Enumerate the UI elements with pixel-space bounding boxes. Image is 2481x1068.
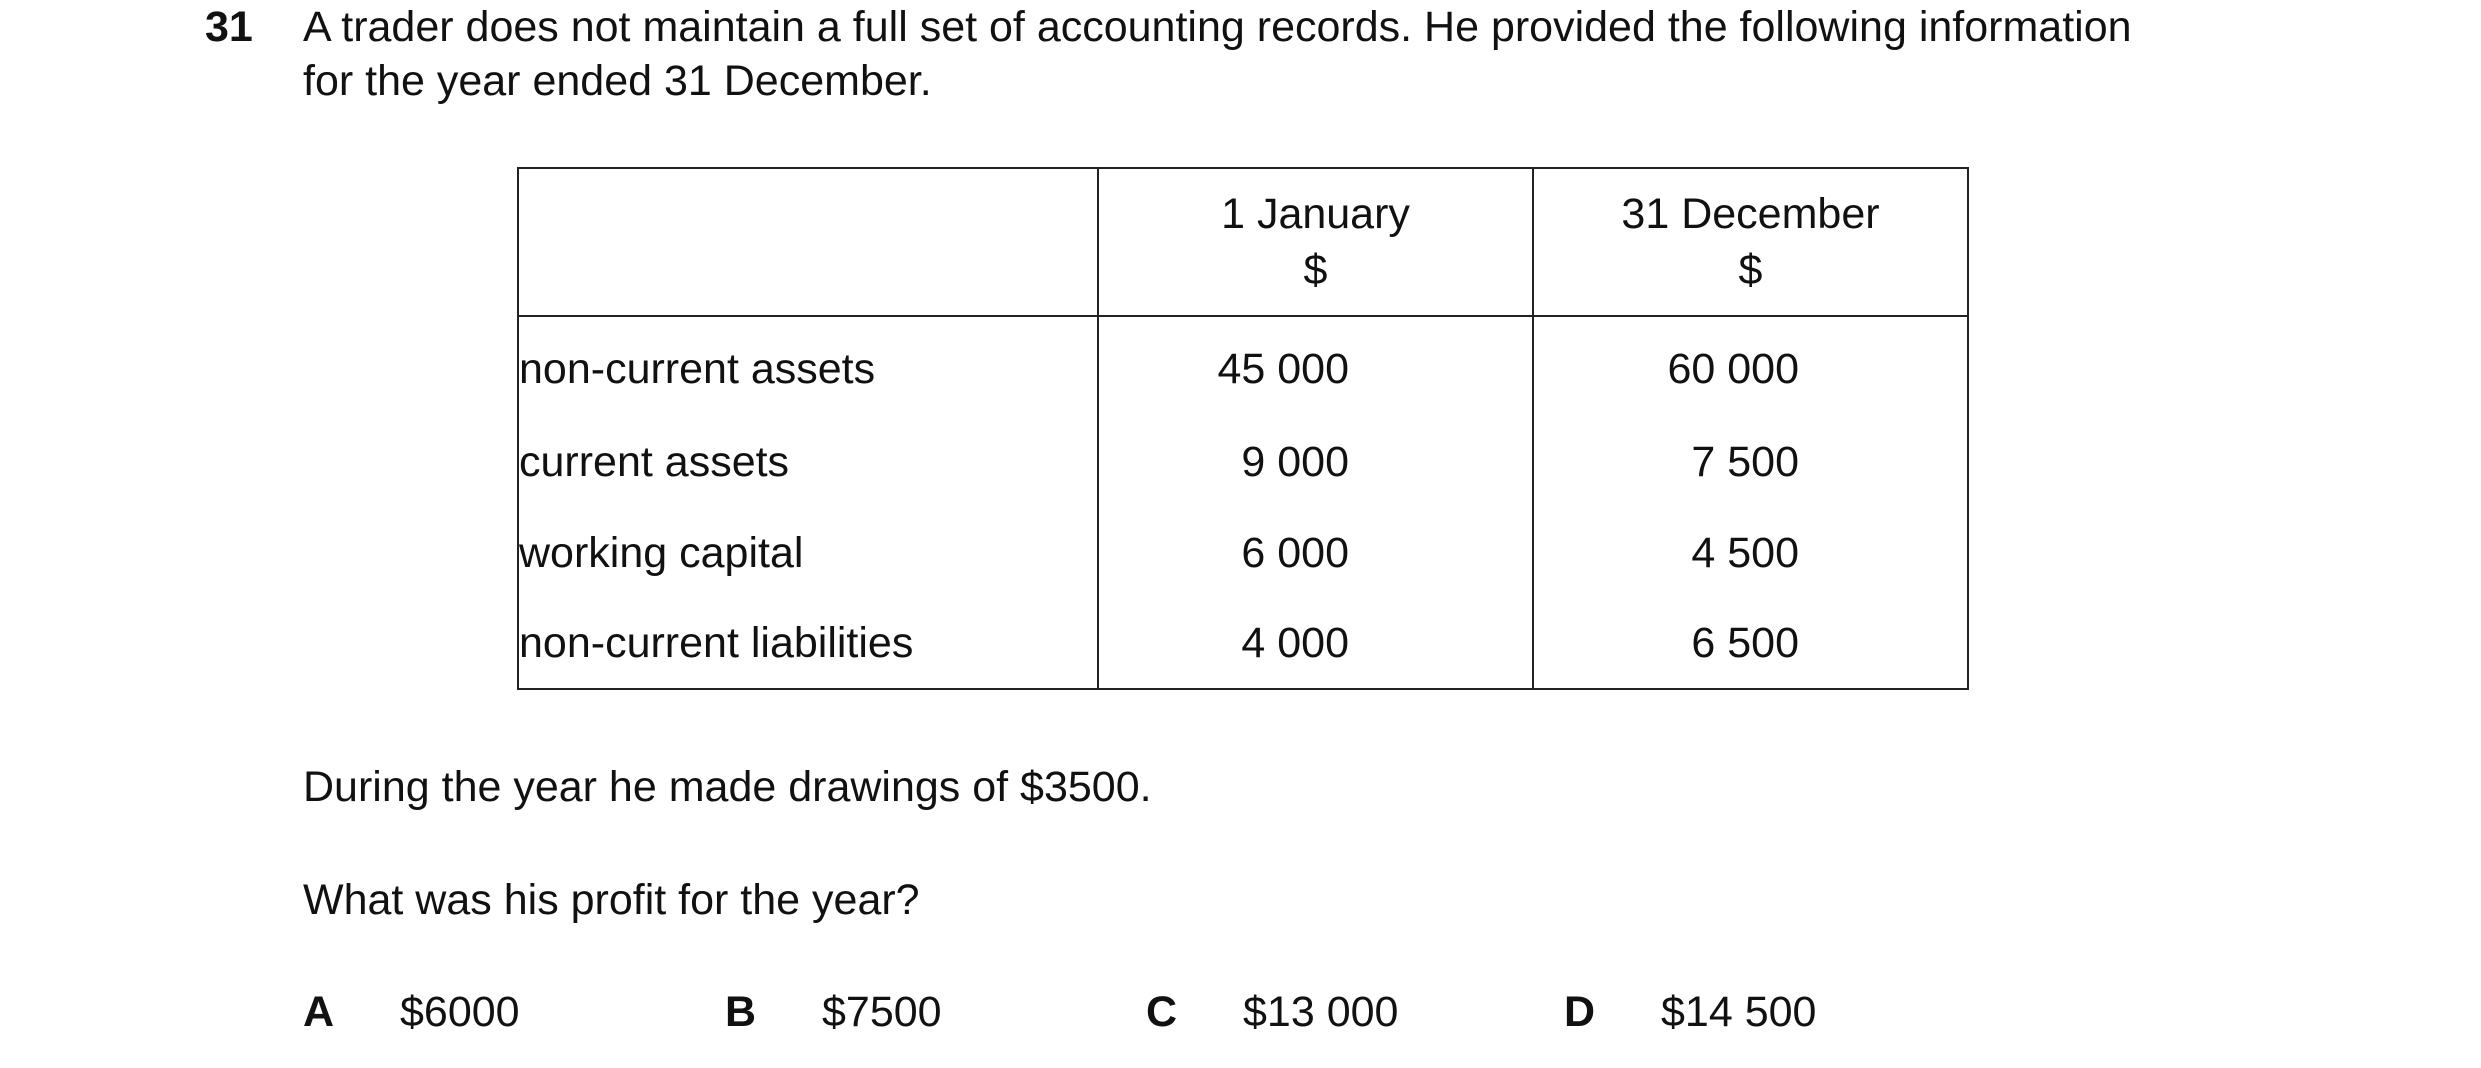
question-stem-line-1: A trader does not maintain a full set of accounting records. He provided the following information — [303, 3, 2132, 51]
table-row — [518, 417, 1968, 508]
drawings-statement: During the year he made drawings of $3500. — [303, 763, 1152, 811]
header-1-january — [1098, 168, 1533, 316]
table-row — [518, 316, 1968, 417]
option-b[interactable] — [725, 985, 942, 1039]
question-stem-line-2: for the year ended 31 December. — [303, 57, 932, 105]
option-c[interactable] — [1146, 985, 1398, 1039]
value-text: 45 000 — [1217, 344, 1349, 393]
row-value-dec — [1533, 316, 1968, 417]
row-label: non-current liabilities — [518, 599, 1098, 689]
row-value-jan — [1098, 417, 1533, 508]
row-label: current assets — [518, 417, 1098, 508]
value-text: 60 000 — [1667, 344, 1799, 393]
table-header-row — [518, 168, 1968, 316]
table-row — [518, 508, 1968, 599]
header-unit: $ — [1303, 246, 1328, 294]
question-prompt: What was his profit for the year? — [303, 876, 920, 924]
question-stem — [303, 0, 2363, 108]
header-label: 31 December — [1621, 190, 1880, 238]
question-number: 31 — [205, 3, 253, 51]
row-value-dec — [1533, 599, 1968, 689]
option-value: $6000 — [400, 988, 520, 1036]
row-value-dec — [1533, 508, 1968, 599]
row-value-jan — [1098, 316, 1533, 417]
row-label: non-current assets — [518, 316, 1098, 417]
header-item-cell — [518, 168, 1098, 316]
option-value: $7500 — [822, 988, 942, 1036]
balances-table — [517, 167, 1969, 690]
option-value: $14 500 — [1661, 988, 1817, 1036]
row-label: working capital — [518, 508, 1098, 599]
value-text: 4 500 — [1691, 529, 1799, 577]
header-31-december — [1533, 168, 1968, 316]
value-text: 6 000 — [1241, 529, 1349, 577]
option-d[interactable] — [1564, 985, 1816, 1039]
option-letter: C — [1146, 988, 1178, 1036]
option-letter: B — [725, 988, 757, 1036]
row-value-jan — [1098, 599, 1533, 689]
option-value: $13 000 — [1243, 988, 1399, 1036]
header-label: 1 January — [1221, 190, 1410, 238]
option-letter: D — [1564, 988, 1596, 1036]
row-value-dec — [1533, 417, 1968, 508]
option-a[interactable] — [303, 985, 520, 1039]
row-value-jan — [1098, 508, 1533, 599]
value-text: 7 500 — [1691, 438, 1799, 486]
option-letter: A — [303, 988, 335, 1036]
value-text: 6 500 — [1691, 619, 1799, 667]
value-text: 9 000 — [1241, 438, 1349, 486]
table-row — [518, 599, 1968, 689]
value-text: 4 000 — [1241, 619, 1349, 667]
header-unit: $ — [1738, 246, 1763, 294]
